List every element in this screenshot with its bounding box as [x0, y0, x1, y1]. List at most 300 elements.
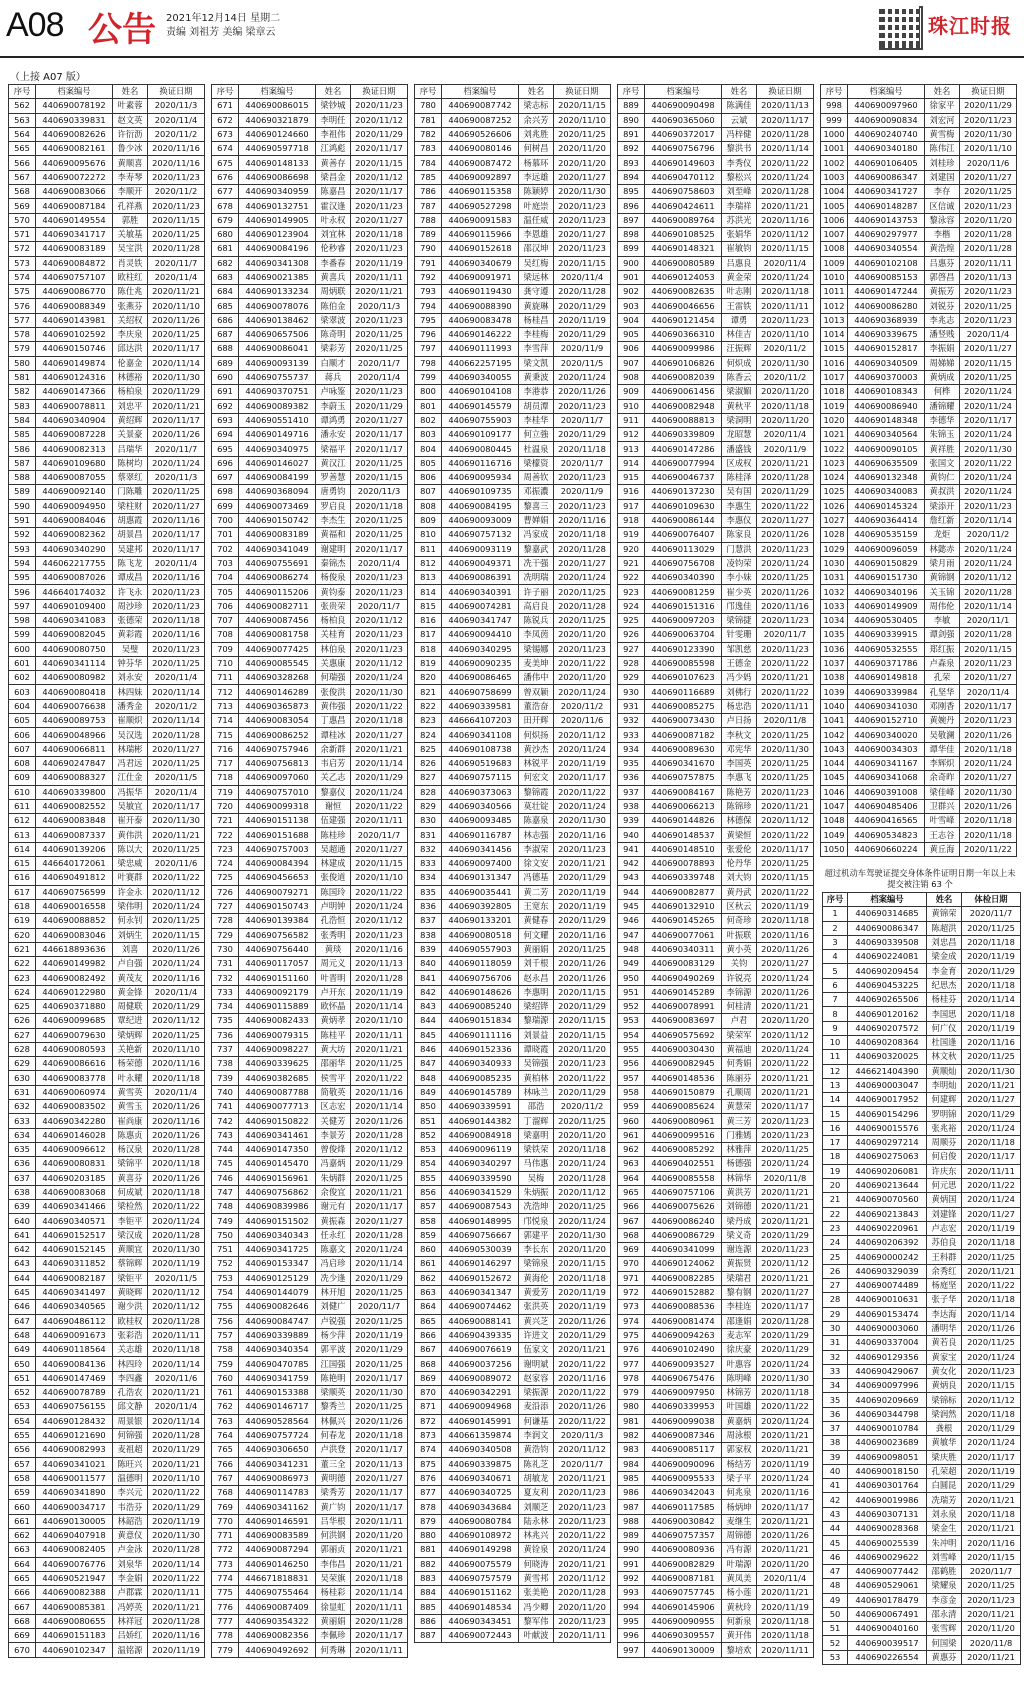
- table-cell: 440690146591: [239, 1514, 316, 1528]
- table-cell: 440690087409: [239, 1600, 316, 1614]
- table-cell: 罗启良: [316, 499, 351, 513]
- table-row: [415, 270, 611, 284]
- table-cell: 440690083478: [442, 313, 519, 327]
- table-cell: 刘建锋: [927, 1207, 962, 1221]
- table-cell: 2020/11/12: [757, 814, 814, 828]
- table-row: [212, 771, 408, 785]
- table-cell: 2020/11/21: [757, 1543, 814, 1557]
- table-cell: 440690099318: [239, 799, 316, 813]
- table-cell: 585: [9, 428, 36, 442]
- table-cell: 642: [9, 1243, 36, 1257]
- table-cell: 黄柏林: [519, 1071, 554, 1085]
- table-cell: 440690365060: [645, 113, 722, 127]
- table-cell: 440690034303: [848, 742, 925, 756]
- table-cell: 陈颖婷: [519, 185, 554, 199]
- table-cell: 916: [618, 485, 645, 499]
- table-cell: 2020/11/22: [554, 785, 611, 799]
- table-cell: 51: [823, 1622, 848, 1636]
- table-cell: 945: [618, 899, 645, 913]
- table-cell: 440690078789: [36, 1386, 113, 1400]
- table-cell: 440690146289: [239, 685, 316, 699]
- table-cell: 何奇珍: [722, 914, 757, 928]
- table-row: [212, 1000, 408, 1014]
- table-cell: 18: [823, 1150, 848, 1164]
- table-cell: 990: [618, 1543, 645, 1557]
- table-cell: 区秋云: [722, 899, 757, 913]
- table-row: [415, 942, 611, 956]
- table-cell: 440690066213: [645, 799, 722, 813]
- table-cell: 714: [212, 714, 239, 728]
- table-cell: 温德明: [113, 1471, 148, 1485]
- table-row: [618, 1514, 814, 1528]
- table-row: [823, 1178, 1021, 1192]
- table-cell: 440690429067: [848, 1364, 927, 1378]
- table-cell: 刘建国: [925, 170, 960, 184]
- table-cell: 752: [212, 1257, 239, 1271]
- table-cell: 440690129356: [848, 1350, 927, 1364]
- table-cell: 2020/11/24: [757, 1157, 814, 1171]
- table-cell: 针雯珊: [722, 628, 757, 642]
- table-cell: 谢恒: [316, 799, 351, 813]
- table-row: [212, 1228, 408, 1242]
- table-cell: 2020/11/22: [351, 699, 408, 713]
- table-cell: 2020/11/29: [351, 771, 408, 785]
- table-cell: 李顺开: [113, 185, 148, 199]
- table-cell: 1011: [821, 285, 848, 299]
- table-cell: 2020/11/29: [757, 1328, 814, 1342]
- table-cell: 754: [212, 1285, 239, 1299]
- table-cell: 777: [212, 1614, 239, 1628]
- table-row: [9, 814, 205, 828]
- table-cell: 2020/11/7: [554, 1457, 611, 1471]
- table-cell: 1031: [821, 571, 848, 585]
- table-cell: 440690073469: [239, 499, 316, 513]
- table-cell: 633: [9, 1114, 36, 1128]
- table-cell: 1035: [821, 628, 848, 642]
- table-cell: 2020/11/26: [351, 1114, 408, 1128]
- table-cell: 2020/11/27: [962, 1207, 1021, 1221]
- table-cell: 黄小英: [722, 942, 757, 956]
- table-cell: 440690025539: [848, 1536, 927, 1550]
- table-cell: 2020/11/25: [962, 1050, 1021, 1064]
- table-cell: 何春龙: [316, 1428, 351, 1442]
- table-row: [618, 485, 814, 499]
- table-cell: 2020/11/2: [757, 342, 814, 356]
- table-cell: 黎喜三: [519, 499, 554, 513]
- table-cell: 邹凯慈: [722, 642, 757, 656]
- table-cell: 2020/11/20: [554, 1042, 611, 1056]
- table-cell: 440690148133: [239, 156, 316, 170]
- table-cell: 黄晓辉: [113, 1285, 148, 1299]
- table-cell: 2020/11/15: [960, 642, 1017, 656]
- table-cell: 440690093009: [442, 513, 519, 527]
- table-row: [212, 185, 408, 199]
- table-cell: 关景豪: [113, 428, 148, 442]
- table-cell: 2020/11/28: [351, 971, 408, 985]
- table-cell: 726: [212, 885, 239, 899]
- table-cell: 692: [212, 399, 239, 413]
- table-row: [9, 370, 205, 384]
- table-row: [823, 1336, 1021, 1350]
- table-cell: 880: [415, 1528, 442, 1542]
- table-cell: 2020/11/27: [960, 671, 1017, 685]
- table-row: [618, 857, 814, 871]
- table-row: [415, 714, 611, 728]
- table-cell: 任永红: [316, 1228, 351, 1242]
- table-cell: 谢连源: [722, 1243, 757, 1257]
- table-cell: 潘锦耀: [925, 399, 960, 413]
- table-cell: 440690082045: [36, 628, 113, 642]
- table-cell: 2020/11/29: [960, 99, 1017, 113]
- table-cell: 2020/11/14: [148, 356, 205, 370]
- table-row: [415, 785, 611, 799]
- table-cell: 2020/11/23: [554, 471, 611, 485]
- table-row: [618, 928, 814, 942]
- table-cell: 440690097060: [239, 771, 316, 785]
- table-cell: 张兆裕: [927, 1121, 962, 1135]
- table-row: [212, 957, 408, 971]
- table-row: [9, 270, 205, 284]
- table-cell: 叶雪峰: [925, 814, 960, 828]
- table-row: [821, 285, 1017, 299]
- table-cell: 邵鹤胜: [927, 1564, 962, 1578]
- table-cell: 2020/11/24: [554, 370, 611, 384]
- table-row: [212, 471, 408, 485]
- issue-date: 2021年12月14日 星期二: [166, 13, 281, 24]
- table-row: [212, 499, 408, 513]
- table-row: [415, 1443, 611, 1457]
- table-cell: 2020/11/19: [962, 1021, 1021, 1035]
- table-row: [9, 142, 205, 156]
- table-cell: 440690080146: [442, 142, 519, 156]
- table-cell: 李番春: [316, 256, 351, 270]
- table-cell: 蔡锦辉: [113, 1257, 148, 1271]
- table-cell: 冯德基: [519, 871, 554, 885]
- table-cell: 731: [212, 957, 239, 971]
- table-cell: 冯梓健: [722, 127, 757, 141]
- table-cell: 440690083066: [36, 185, 113, 199]
- table-cell: 黄锦钢: [925, 571, 960, 585]
- table-cell: 833: [415, 857, 442, 871]
- table-cell: 1029: [821, 542, 848, 556]
- table-cell: 黄炳孝: [316, 1014, 351, 1028]
- table-cell: 2020/11/9: [554, 485, 611, 499]
- table-row: [415, 1343, 611, 1357]
- table-cell: 2020/11/2: [554, 1100, 611, 1114]
- table-row: [823, 935, 1021, 949]
- table-cell: 黄三芳: [722, 1114, 757, 1128]
- table-cell: 2020/11/23: [554, 213, 611, 227]
- table-row: [9, 985, 205, 999]
- table-row: [212, 542, 408, 556]
- table-row: [9, 1486, 205, 1500]
- table-cell: 440690084196: [239, 242, 316, 256]
- table-cell: 440690758603: [645, 185, 722, 199]
- table-cell: 840: [415, 957, 442, 971]
- table-cell: 2020/11/18: [960, 828, 1017, 842]
- table-cell: 440690341108: [442, 728, 519, 742]
- table-cell: 卢志宏: [927, 1221, 962, 1235]
- table-cell: 林德裕: [113, 370, 148, 384]
- table-cell: 440690011577: [36, 1471, 113, 1485]
- table-cell: 440690066811: [36, 742, 113, 756]
- table-cell: 2020/11/28: [148, 1614, 205, 1628]
- table-cell: 816: [415, 613, 442, 627]
- table-cell: 王志谷: [925, 828, 960, 842]
- table-cell: 2020/11/18: [962, 1136, 1021, 1150]
- table-cell: 何锦强: [113, 1428, 148, 1442]
- table-cell: 2020/11/27: [554, 227, 611, 241]
- table-cell: 440690152710: [848, 714, 925, 728]
- table-cell: 10: [823, 1035, 848, 1049]
- table-cell: 卢明钟: [316, 899, 351, 913]
- table-row: [618, 1000, 814, 1014]
- table-cell: 440690099685: [36, 1014, 113, 1028]
- table-cell: 13: [823, 1078, 848, 1092]
- table-cell: 2020/11/17: [554, 771, 611, 785]
- table-cell: 2020/11/19: [962, 950, 1021, 964]
- table-row: [415, 385, 611, 399]
- table-cell: 440690097996: [848, 1379, 927, 1393]
- table-cell: 1002: [821, 156, 848, 170]
- table-cell: 2020/11/12: [148, 885, 205, 899]
- table-cell: 吕娇红: [113, 1629, 148, 1643]
- license-table-column: [414, 84, 611, 1643]
- table-cell: 440690341456: [442, 842, 519, 856]
- table-cell: 欧怀晶: [316, 1000, 351, 1014]
- table-cell: 874: [415, 1443, 442, 1457]
- table-cell: 440690120162: [848, 1007, 927, 1021]
- table-cell: 1028: [821, 528, 848, 542]
- table-cell: 584: [9, 413, 36, 427]
- table-cell: 970: [618, 1257, 645, 1271]
- table-row: [9, 399, 205, 413]
- table-cell: 575: [9, 285, 36, 299]
- table-cell: 646: [9, 1300, 36, 1314]
- table-cell: 440690306650: [239, 1443, 316, 1457]
- table-cell: 440690675476: [645, 1371, 722, 1385]
- table-cell: 2020/11/26: [757, 985, 814, 999]
- table-cell: 621: [9, 942, 36, 956]
- table-cell: 440690082285: [645, 1271, 722, 1285]
- table-cell: 748: [212, 1200, 239, 1214]
- table-cell: 440690149909: [848, 599, 925, 613]
- table-cell: 麦美坤: [519, 656, 554, 670]
- table-cell: 2020/11/29: [962, 1107, 1021, 1121]
- table-cell: 梁伟明: [113, 899, 148, 913]
- table-cell: 2020/11/24: [757, 556, 814, 570]
- table-cell: 1001: [821, 142, 848, 156]
- table-row: [9, 1514, 205, 1528]
- table-cell: 440690082362: [36, 528, 113, 542]
- table-cell: 丁溜辉: [519, 1114, 554, 1128]
- table-cell: 2020/11/23: [757, 542, 814, 556]
- table-cell: 909: [618, 385, 645, 399]
- table-cell: 440690077994: [645, 456, 722, 470]
- table-cell: 2020/11/18: [960, 742, 1017, 756]
- table-cell: 983: [618, 1443, 645, 1457]
- table-cell: 440690757946: [239, 742, 316, 756]
- table-cell: 刘宏河: [925, 113, 960, 127]
- table-cell: 2020/11/29: [351, 1343, 408, 1357]
- table-cell: 1014: [821, 328, 848, 342]
- table-cell: 2020/11/19: [962, 1464, 1021, 1478]
- table-row: [618, 1328, 814, 1342]
- table-cell: 2020/11/25: [148, 756, 205, 770]
- table-cell: 何成斌: [113, 1185, 148, 1199]
- table-cell: 634: [9, 1128, 36, 1142]
- table-cell: 49: [823, 1593, 848, 1607]
- table-cell: 440690087472: [442, 156, 519, 170]
- table-cell: 黄广钧: [316, 1500, 351, 1514]
- table-cell: 2020/11/12: [757, 227, 814, 241]
- table-cell: 440690030842: [645, 1514, 722, 1528]
- table-cell: 许进文: [519, 1328, 554, 1342]
- table-cell: 440690149298: [442, 1543, 519, 1557]
- table-cell: 江国强: [316, 1357, 351, 1371]
- table-cell: 440690082635: [645, 285, 722, 299]
- table-cell: 2020/11/23: [554, 499, 611, 513]
- section-title: 公告: [88, 10, 156, 50]
- table-row: [415, 356, 611, 370]
- table-row: [212, 556, 408, 570]
- table-cell: 991: [618, 1557, 645, 1571]
- table-cell: 440690099038: [645, 1414, 722, 1428]
- table-cell: 440690088349: [36, 299, 113, 313]
- table-cell: 446640172061: [36, 857, 113, 871]
- table-cell: 2020/11/20: [554, 671, 611, 685]
- table-cell: 608: [9, 756, 36, 770]
- table-cell: 829: [415, 799, 442, 813]
- table-cell: 440690757106: [645, 1185, 722, 1199]
- table-cell: 440690086940: [848, 399, 925, 413]
- table-cell: 39: [823, 1450, 848, 1464]
- continued-note: （上接 A07 版）: [10, 72, 86, 83]
- table-cell: 440690086274: [239, 571, 316, 585]
- table-cell: 440690148348: [848, 413, 925, 427]
- table-cell: 1033: [821, 599, 848, 613]
- table-cell: 440690534823: [848, 828, 925, 842]
- table-cell: 2020/11/28: [148, 728, 205, 742]
- table-cell: 吕惠良: [722, 256, 757, 270]
- table-cell: 2020/11/22: [757, 1057, 814, 1071]
- table-row: [212, 1142, 408, 1156]
- table-cell: 梁铁荣: [519, 1142, 554, 1156]
- table-cell: 叶永耀: [113, 1071, 148, 1085]
- table-cell: 邵丽华: [316, 1057, 351, 1071]
- table-cell: 李蔚玉: [316, 399, 351, 413]
- table-cell: 陈礼芝: [519, 1457, 554, 1471]
- table-cell: 29: [823, 1307, 848, 1321]
- table-cell: 955: [618, 1042, 645, 1056]
- table-cell: 827: [415, 771, 442, 785]
- table-cell: 2020/11/17: [351, 1629, 408, 1643]
- table-cell: 810: [415, 528, 442, 542]
- table-cell: 761: [212, 1386, 239, 1400]
- table-cell: 440690139206: [36, 842, 113, 856]
- table-cell: 440690551410: [239, 413, 316, 427]
- table-cell: 440690529061: [848, 1579, 927, 1593]
- table-cell: 864: [415, 1300, 442, 1314]
- table-cell: 梁润然: [927, 1407, 962, 1421]
- table-cell: 2020/11/12: [351, 1142, 408, 1156]
- table-row: [212, 1257, 408, 1271]
- table-cell: 975: [618, 1328, 645, 1342]
- table-cell: 440690082993: [36, 1443, 113, 1457]
- table-row: [618, 971, 814, 985]
- table-row: [9, 957, 205, 971]
- table-cell: 何永钊: [113, 914, 148, 928]
- table-cell: 2020/11/21: [148, 1457, 205, 1471]
- table-row: [415, 1386, 611, 1400]
- table-cell: 440690368094: [239, 485, 316, 499]
- table-cell: 2020/11/23: [554, 642, 611, 656]
- table-cell: 440690340354: [239, 1343, 316, 1357]
- table-cell: 440690106405: [848, 156, 925, 170]
- table-cell: 885: [415, 1600, 442, 1614]
- table-cell: 730: [212, 942, 239, 956]
- table-cell: 440690485406: [848, 799, 925, 813]
- table-cell: 2020/11/18: [554, 528, 611, 542]
- table-cell: 许飞永: [113, 585, 148, 599]
- table-cell: 440690074489: [848, 1279, 927, 1293]
- table-cell: 684: [212, 285, 239, 299]
- table-row: [821, 642, 1017, 656]
- table-cell: 440690028368: [848, 1522, 927, 1536]
- table-row: [618, 170, 814, 184]
- table-row: [821, 671, 1017, 685]
- table-cell: 440690557903: [442, 942, 519, 956]
- table-row: [415, 1414, 611, 1428]
- table-cell: 黄意仪: [113, 1528, 148, 1542]
- table-cell: 2020/11/17: [351, 442, 408, 456]
- table-cell: 661: [9, 1514, 36, 1528]
- table-cell: 林锦华: [722, 1171, 757, 1185]
- table-cell: 1049: [821, 828, 848, 842]
- table-cell: 2020/11/25: [351, 528, 408, 542]
- table-cell: 2020/11/16: [757, 599, 814, 613]
- table-cell: 440690150742: [239, 513, 316, 527]
- table-cell: 606: [9, 728, 36, 742]
- column-header: 序号: [823, 893, 848, 907]
- table-cell: 崔少英: [722, 585, 757, 599]
- table-cell: 黄爱芳: [519, 1285, 554, 1299]
- table-cell: 716: [212, 742, 239, 756]
- table-cell: 440690091971: [442, 270, 519, 284]
- table-cell: 440690528564: [239, 1414, 316, 1428]
- table-header-row: [821, 85, 1017, 99]
- table-cell: 韦浩芬: [113, 1500, 148, 1514]
- table-row: [9, 513, 205, 527]
- table-cell: 2020/11/14: [757, 142, 814, 156]
- table-cell: 李秋文: [722, 728, 757, 742]
- table-cell: 2020/11/20: [960, 213, 1017, 227]
- table-cell: 690: [212, 370, 239, 384]
- table-cell: 2020/11/27: [351, 213, 408, 227]
- table-row: [9, 227, 205, 241]
- table-cell: 2020/11/17: [962, 1450, 1021, 1464]
- table-cell: 751: [212, 1243, 239, 1257]
- table-row: [618, 127, 814, 141]
- table-cell: 崔开泰: [113, 814, 148, 828]
- table-cell: 刘永安: [113, 671, 148, 685]
- table-cell: 黄喜芬: [113, 1171, 148, 1185]
- table-cell: 2020/11/29: [554, 328, 611, 342]
- table-cell: 1005: [821, 199, 848, 213]
- table-cell: 572: [9, 242, 36, 256]
- table-row: [212, 1214, 408, 1228]
- table-cell: 麦沿添: [519, 1400, 554, 1414]
